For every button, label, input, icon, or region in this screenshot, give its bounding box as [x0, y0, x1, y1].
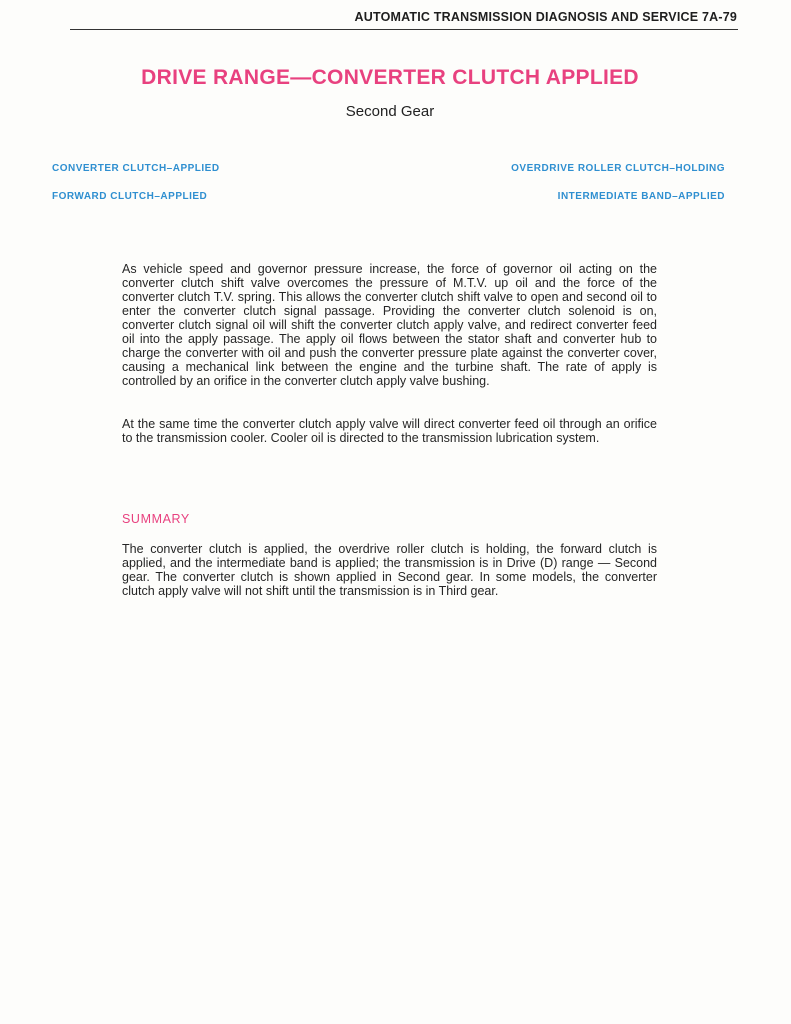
summary-heading: SUMMARY	[122, 512, 190, 526]
body-paragraph-2: At the same time the converter clutch apply valve will direct converter feed oil through an orifice to the transmission cooler. Cooler oil is directed to the transmission lubrication system.	[122, 417, 657, 445]
body-paragraph-1: As vehicle speed and governor pressure increase, the force of governor oil acting on the converter clutch shift valve overcomes the pressure of M.T.V. up oil and the force of the converter clutch T.V. spring. This allows the converter clutch shift valve to open and second oil to enter the converter clutch signal passage. Providing the converter clutch solenoid is on, converter clutch signal oil will shift the converter clutch apply valve, and redirect converter feed oil into the apply passage. The apply oil flows between the stator shaft and converter hub to charge the converter with oil and push the converter pressure plate against the converter cover, causing a mechanical link between the engine and the turbine shaft. The rate of apply is controlled by an orifice in the converter clutch apply valve bushing.	[122, 262, 657, 388]
page-subtitle: Second Gear	[345, 103, 435, 120]
header-divider	[70, 29, 738, 30]
summary-paragraph: The converter clutch is applied, the overdrive roller clutch is holding, the forward clutch is applied, and the intermediate band is applied; the transmission is in Drive (D) range — Second gear. The converter clutch is shown applied in Second gear. In some models, the converter clutch apply valve will not shift until the transmission is in Third gear.	[122, 542, 657, 598]
status-intermediate-band: INTERMEDIATE BAND–APPLIED	[557, 191, 725, 202]
status-forward-clutch: FORWARD CLUTCH–APPLIED	[52, 191, 208, 202]
status-converter-clutch: CONVERTER CLUTCH–APPLIED	[52, 163, 220, 174]
status-overdrive-roller-clutch: OVERDRIVE ROLLER CLUTCH–HOLDING	[511, 163, 725, 174]
page-header-title: AUTOMATIC TRANSMISSION DIAGNOSIS AND SERVICE 7A-79	[354, 10, 737, 24]
page-title: DRIVE RANGE—CONVERTER CLUTCH APPLIED	[141, 66, 639, 89]
